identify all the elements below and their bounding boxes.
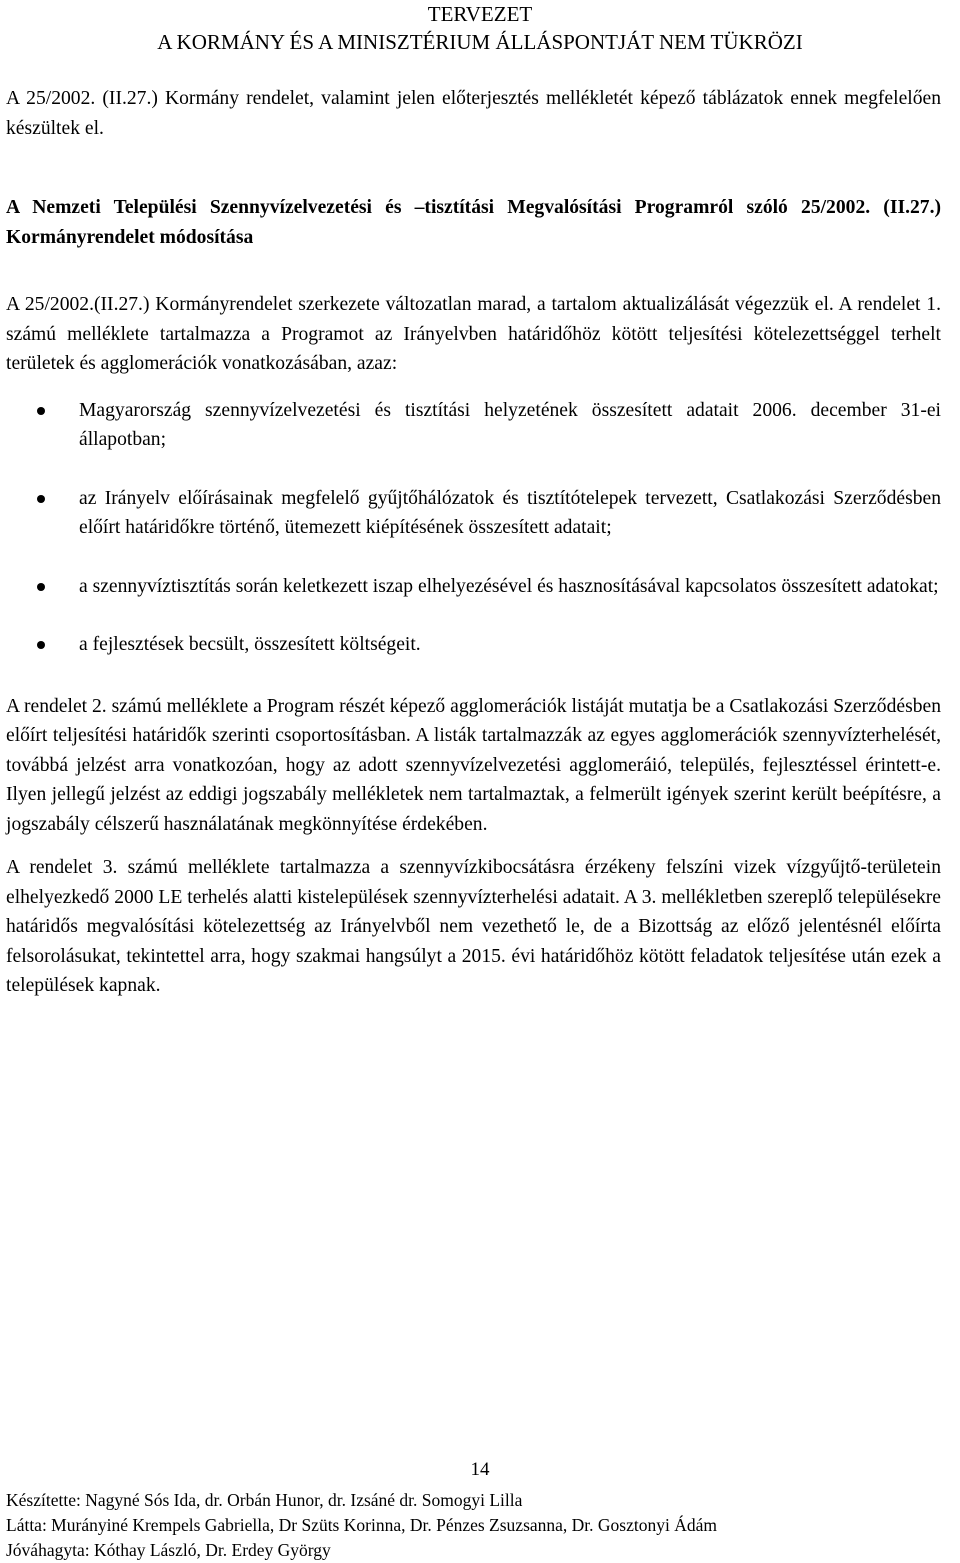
footer-approved-by: Jóváhagyta: Kóthay László, Dr. Erdey György xyxy=(6,1540,331,1560)
list-item xyxy=(6,484,941,543)
list-item-text: Magyarország szennyvízelvezetési és tisztítási helyzetének összesített adatait 2006. december 31-ei állapotban; xyxy=(79,399,941,450)
intro-paragraph: A 25/2002. (II.27.) Kormány rendelet, valamint jelen előterjesztés mellékletét képező táblázatok ennek megfelelően készültek el. xyxy=(6,88,941,139)
list-item-text: a fejlesztések becsült, összesített költségeit. xyxy=(79,634,421,655)
bullet-icon xyxy=(37,583,45,591)
footer-reviewed-by: Látta: Murányiné Krempels Gabriella, Dr Szüts Korinna, Dr. Pénzes Zsuzsanna, Dr. Gosztonyi Ádám xyxy=(6,1515,718,1535)
draft-label: TERVEZET xyxy=(427,2,533,26)
list-item-text: a szennyvíztisztítás során keletkezett iszap elhelyezésével és hasznosításával kapcsolatos összesített adatokat; xyxy=(79,575,939,597)
document-footer xyxy=(6,1488,946,1563)
annex-1-contents-list xyxy=(6,396,941,660)
document-header xyxy=(0,0,960,56)
bullet-icon xyxy=(37,495,45,503)
list-item xyxy=(6,572,941,602)
list-item-text: az Irányelv előírásainak megfelelő gyűjtőhálózatok és tisztítótelepek tervezett, Csatlakozási Szerződésben előírt határidőkre történő, ütemezett kiépítésének összesített adatait; xyxy=(79,487,941,538)
paragraph-annex-3: A rendelet 3. számú melléklete tartalmazza a szennyvízkibocsátásra érzékeny felszíni vizek vízgyűjtő-területein elhelyezkedő 2000 LE terhelés alatti kistelepülések szennyvízterhelési adatait. A 3. mellékletben szereplő településekre határidős megvalósítási kötelezettség az Irányelvből nem vezethető le, de a Bizottság az előző jelentésnél előírta felsorolásukat, tekintettel arra, hogy szakmai hangsúlyt a 2015. évi határidőhöz kötött feladatok teljesítése után ezek a települések kapnak. xyxy=(6,857,941,996)
document-body xyxy=(6,84,941,1001)
page-number: 14 xyxy=(470,1459,490,1480)
list-item xyxy=(6,630,941,660)
bullet-icon xyxy=(37,407,45,415)
list-item xyxy=(6,396,941,455)
section-title: A Nemzeti Települési Szennyvízelvezetési és –tisztítási Megvalósítási Programról szóló 25/2002. (II.27.) Kormányrendelet módosítása xyxy=(6,197,941,248)
paragraph-annex-1: A 25/2002.(II.27.) Kormányrendelet szerkezete változatlan marad, a tartalom aktualizálását végezzük el. A rendelet 1. számú melléklete tartalmazza a Programot az Irányelvben határidőhöz kötött teljesítési kötelezettséggel terhelt területek és agglomerációk vonatkozásában, azaz: xyxy=(6,294,941,374)
footer-prepared-by: Készítette: Nagyné Sós Ida, dr. Orbán Hunor, dr. Izsáné dr. Somogyi Lilla xyxy=(6,1490,523,1510)
paragraph-annex-2: A rendelet 2. számú melléklete a Program részét képező agglomerációk listáját mutatja be a Csatlakozási Szerződésben előírt teljesítési határidők szerinti csoportosításban. A listák tartalmazzák az egyes agglomerációk szennyvízterhelését, továbbá jelzést arra vonatkozóan, hogy az adott szennyvízelvezetési agglomeráió, település, fejlesztéssel érintett-e. Ilyen jellegű jelzést az eddigi jogszabály mellékletek nem tartalmaztak, a felmerült igények szerint került beépítésre, a jogszabály célszerű használatának megkönnyítése érdekében. xyxy=(6,695,941,835)
bullet-icon xyxy=(37,641,45,649)
disclaimer-label: A KORMÁNY ÉS A MINISZTÉRIUM ÁLLÁSPONTJÁT NEM TÜKRÖZI xyxy=(157,30,803,54)
